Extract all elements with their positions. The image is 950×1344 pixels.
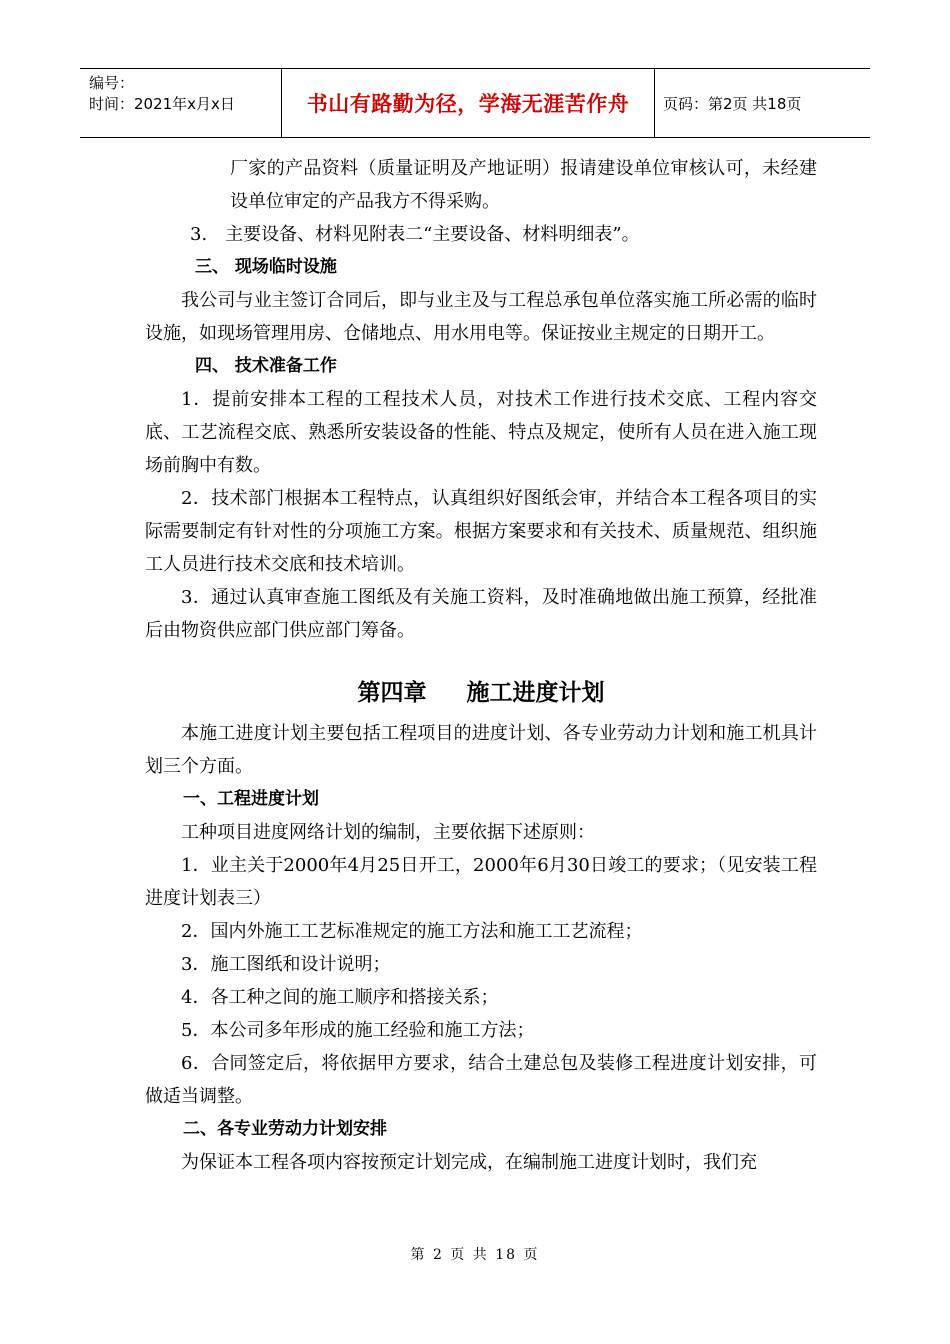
header-motto: 书山有路勤为径，学海无涯苦作舟 — [282, 69, 655, 137]
paragraph: 2．国内外施工工艺标准规定的施工方法和施工工艺流程； — [181, 921, 643, 942]
subsection-heading: 二、各专业劳动力计划安排 — [183, 1119, 387, 1139]
section-heading: 四、 技术准备工作 — [195, 356, 337, 376]
paragraph: 4．各工种之间的施工顺序和搭接关系； — [181, 987, 499, 1008]
page-footer: 第 2 页 共 18 页 — [410, 1247, 540, 1263]
chapter-title: 施工进度计划 — [466, 680, 605, 706]
paragraph: 我公司与业主签订合同后，即与业主及与工程总承包单位落实施工所必需的临时设施，如现场管理用房、仓储地点、用水用电等。保证按业主规定的日期开工。 — [145, 290, 817, 344]
page-header — [80, 68, 870, 138]
paragraph: 5．本公司多年形成的施工经验和施工方法； — [181, 1020, 535, 1041]
paragraph: 3．施工图纸和设计说明； — [181, 954, 391, 975]
chapter-heading — [145, 673, 817, 713]
header-page-info: 页码：第2页 共18页 — [663, 94, 802, 113]
serial-label: 编号： — [89, 74, 135, 92]
paragraph: 6．合同签定后，将依据甲方要求，结合土建总包及装修工程进度计划安排，可做适当调整。 — [145, 1053, 817, 1107]
paragraph: 本施工进度计划主要包括工程项目的进度计划、各专业劳动力计划和施工机具计划三个方面。 — [145, 723, 817, 777]
chapter-number: 第四章 — [357, 680, 427, 706]
header-meta — [80, 69, 282, 137]
paragraph: 1．提前安排本工程的工程技术人员，对技术工作进行技术交底、工程内容交底、工艺流程交底、熟悉所安装设备的性能、特点及规定，使所有人员在进入施工现场前胸中有数。 — [145, 389, 817, 476]
section-heading: 三、 现场临时设施 — [195, 257, 337, 277]
paragraph: 厂家的产品资料（质量证明及产地证明）报请建设单位审核认可，未经建设单位审定的产品我方不得采购。 — [230, 158, 817, 212]
document-body — [145, 152, 817, 1179]
time-label: 时间：2021年x月x日 — [89, 95, 235, 113]
paragraph: 3．通过认真审查施工图纸及有关施工资料，及时准确地做出施工预算，经批准后由物资供应部门供应部门筹备。 — [145, 587, 817, 641]
paragraph: 为保证本工程各项内容按预定计划完成，在编制施工进度计划时，我们充 — [181, 1152, 757, 1173]
paragraph: 3. 主要设备、材料见附表二“主要设备、材料明细表”。 — [190, 224, 640, 245]
paragraph: 1．业主关于2000年4月25日开工，2000年6月30日竣工的要求；（见安装工程进度计划表三） — [145, 855, 817, 909]
paragraph: 2．技术部门根据本工程特点，认真组织好图纸会审，并结合本工程各项目的实际需要制定有针对性的分项施工方案。根据方案要求和有关技术、质量规范、组织施工人员进行技术交底和技术培训。 — [145, 488, 817, 575]
paragraph: 工种项目进度网络计划的编制，主要依据下述原则： — [181, 822, 595, 843]
subsection-heading: 一、工程进度计划 — [183, 789, 319, 809]
